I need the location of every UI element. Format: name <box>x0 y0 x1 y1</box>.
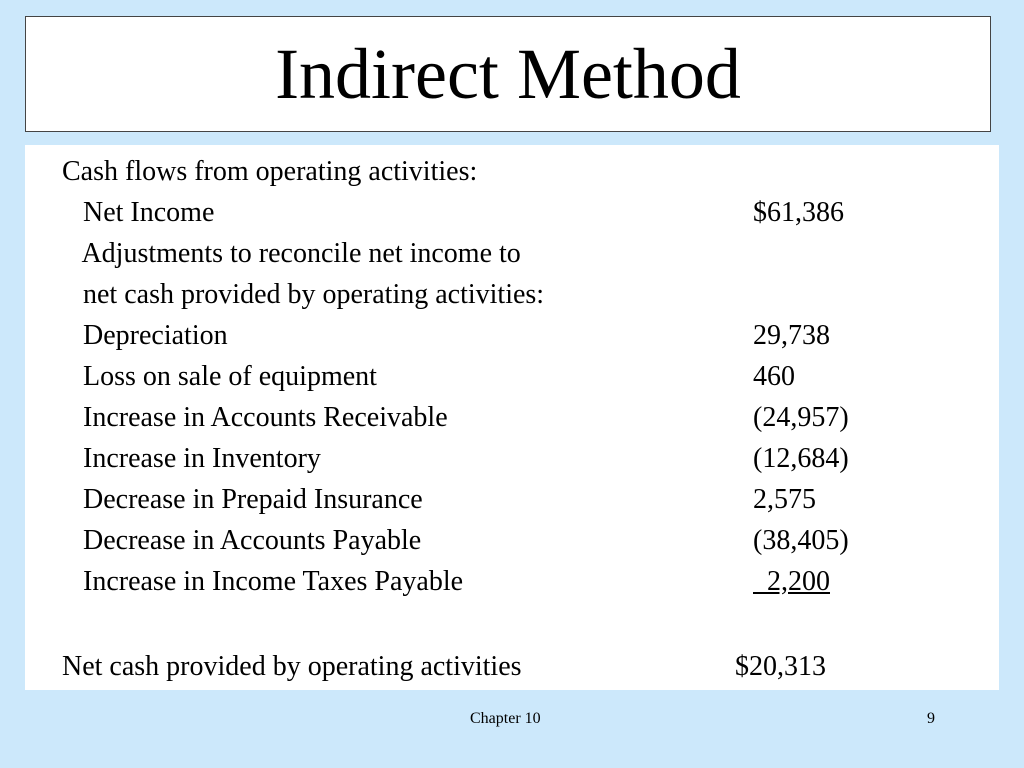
line-item-amount: (38,405) <box>753 525 849 556</box>
line-item-amount: 460 <box>753 361 795 392</box>
line-item-amount: 2,200 <box>753 566 830 597</box>
line-item-label: Decrease in Prepaid Insurance <box>62 484 423 515</box>
line-item-label: Increase in Income Taxes Payable <box>62 566 464 597</box>
net-income-label: Net Income <box>62 197 215 228</box>
total-label: Net cash provided by operating activities <box>62 651 522 682</box>
line-item-label: Increase in Inventory <box>62 443 321 474</box>
line-item-row <box>25 398 999 438</box>
line-item-label: Increase in Accounts Receivable <box>62 402 448 433</box>
section-header: Cash flows from operating activities: <box>62 156 478 187</box>
adjustments-text-2: net cash provided by operating activities: <box>62 279 545 310</box>
line-item-amount: (24,957) <box>753 402 849 433</box>
adjustments-text-1: Adjustments to reconcile net income to <box>62 238 521 269</box>
line-item-amount: (12,684) <box>753 443 849 474</box>
adjustments-row-2 <box>25 275 999 315</box>
line-item-label: Loss on sale of equipment <box>62 361 377 392</box>
line-item-row <box>25 357 999 397</box>
line-item-row <box>25 439 999 479</box>
total-amount: $20,313 <box>735 651 826 682</box>
line-item-label: Depreciation <box>62 320 228 351</box>
net-income-row <box>25 193 999 233</box>
line-item-amount: 2,575 <box>753 484 816 515</box>
line-item-row <box>25 521 999 561</box>
content-box <box>25 145 999 690</box>
adjustments-row-1 <box>25 234 999 274</box>
section-header-row <box>25 152 999 192</box>
net-income-amount: $61,386 <box>753 197 844 228</box>
line-item-row <box>25 562 999 602</box>
line-item-amount: 29,738 <box>753 320 830 351</box>
title-box <box>25 16 991 132</box>
line-item-row <box>25 480 999 520</box>
footer-chapter: Chapter 10 <box>470 710 541 727</box>
footer-page-number: 9 <box>927 710 935 727</box>
line-item-label: Decrease in Accounts Payable <box>62 525 422 556</box>
line-item-row <box>25 316 999 356</box>
total-row <box>25 647 999 687</box>
slide-title: Indirect Method <box>275 34 741 114</box>
